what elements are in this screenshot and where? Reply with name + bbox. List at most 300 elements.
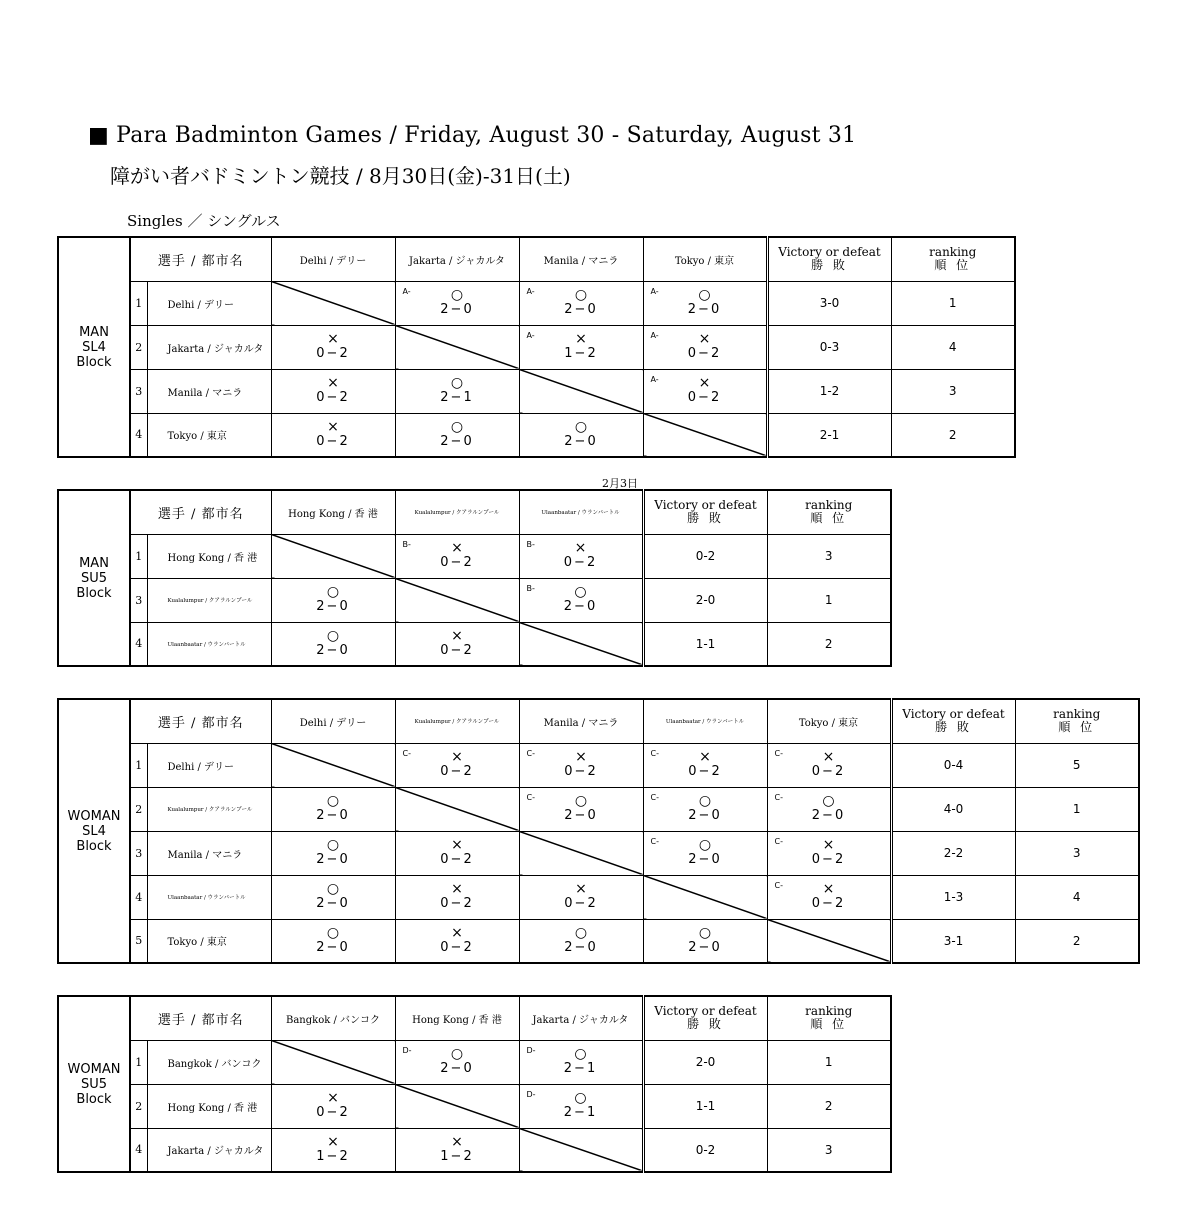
table-row xyxy=(58,743,1139,787)
table-row xyxy=(58,413,1015,457)
match-result xyxy=(395,1040,519,1084)
self-match-diagonal xyxy=(271,743,395,787)
win-loss-record: 0-4 xyxy=(891,743,1015,787)
player-name: Ulaanbaatar / ウランバートル xyxy=(147,622,271,666)
ranking-value: 3 xyxy=(1015,831,1139,875)
block-label-line: Block xyxy=(76,585,112,601)
ranking-value: 4 xyxy=(1015,875,1139,919)
match-result xyxy=(271,369,395,413)
self-match-diagonal xyxy=(519,369,643,413)
self-match-diagonal xyxy=(519,1128,643,1172)
loss-mark-icon: × xyxy=(451,881,463,897)
match-group-tag: C- xyxy=(774,836,783,846)
loss-mark-icon: × xyxy=(451,749,463,765)
ranking-header-en: ranking xyxy=(929,245,977,260)
match-group-tag: B- xyxy=(402,539,411,549)
victory-defeat-header xyxy=(643,996,767,1040)
win-mark-icon: ○ xyxy=(698,924,712,941)
match-group-tag: C- xyxy=(774,748,783,758)
ranking-value: 2 xyxy=(767,622,891,666)
player-name: Tokyo / 東京 xyxy=(147,919,271,963)
match-score: 2−0 xyxy=(564,808,598,823)
match-group-tag: A- xyxy=(650,330,659,340)
match-score: 2−0 xyxy=(811,808,846,823)
opponent-header: Bangkok / バンコク xyxy=(271,996,395,1040)
self-match-diagonal xyxy=(519,831,643,875)
results-table xyxy=(57,489,892,667)
win-mark-icon: ○ xyxy=(326,924,340,941)
match-score: 1−2 xyxy=(440,1148,474,1164)
match-result xyxy=(271,831,395,875)
match-score: 0−2 xyxy=(687,346,722,361)
block-label-line: MAN xyxy=(79,555,109,571)
loss-mark-icon: × xyxy=(451,540,463,556)
match-result xyxy=(519,534,643,578)
match-group-tag: A- xyxy=(526,330,535,340)
match-score: 0−2 xyxy=(440,896,474,911)
table-row xyxy=(58,622,891,666)
match-group-tag: C- xyxy=(526,748,535,758)
win-mark-icon: ○ xyxy=(326,881,340,897)
player-number: 3 xyxy=(130,369,147,413)
block-label xyxy=(58,699,130,963)
match-score: 2−0 xyxy=(316,599,350,614)
loss-mark-icon: × xyxy=(327,331,339,347)
win-loss-record: 3-1 xyxy=(891,919,1015,963)
block-man-sl4 xyxy=(57,236,1016,458)
ranking-header xyxy=(767,996,891,1040)
win-loss-record: 1-2 xyxy=(767,369,891,413)
match-score: 0−2 xyxy=(811,852,846,867)
match-result xyxy=(643,831,767,875)
victory-header-jp: 勝 敗 xyxy=(687,511,724,526)
match-score: 2−0 xyxy=(316,642,350,658)
block-woman-sl4 xyxy=(57,698,1140,964)
ranking-header-jp: 順 位 xyxy=(934,258,972,273)
match-result xyxy=(395,413,519,457)
match-result xyxy=(395,831,519,875)
loss-mark-icon: × xyxy=(451,837,463,853)
match-score: 2−0 xyxy=(440,302,474,317)
player-number: 2 xyxy=(130,787,147,831)
match-score: 0−2 xyxy=(564,896,598,911)
opponent-header: Kualalumpur / クアラルンプール xyxy=(395,490,519,534)
win-mark-icon: ○ xyxy=(326,793,340,809)
win-mark-icon: ○ xyxy=(574,1090,587,1106)
self-match-diagonal xyxy=(271,1040,395,1084)
opponent-header: Tokyo / 東京 xyxy=(767,699,891,743)
match-score: 2−1 xyxy=(563,1105,598,1120)
match-score: 2−0 xyxy=(564,939,598,955)
match-score: 0−2 xyxy=(316,390,350,405)
victory-defeat-header xyxy=(767,237,891,281)
match-group-tag: D- xyxy=(526,1045,536,1055)
match-score: 2−1 xyxy=(440,390,474,405)
win-mark-icon: ○ xyxy=(326,627,340,644)
table-row xyxy=(58,325,1015,369)
opponent-header: Manila / マニラ xyxy=(519,699,643,743)
win-loss-record: 2-2 xyxy=(891,831,1015,875)
match-score: 2−0 xyxy=(316,808,350,823)
victory-defeat-header xyxy=(643,490,767,534)
ranking-header-jp: 順 位 xyxy=(1058,720,1096,735)
ranking-value: 1 xyxy=(767,1040,891,1084)
loss-mark-icon: × xyxy=(822,881,835,897)
loss-mark-icon: × xyxy=(575,331,587,347)
victory-header-jp: 勝 敗 xyxy=(811,258,848,273)
opponent-header: Hong Kong / 香 港 xyxy=(271,490,395,534)
match-group-tag: C- xyxy=(774,792,783,802)
block-label xyxy=(58,490,130,666)
match-result xyxy=(767,787,891,831)
loss-mark-icon: × xyxy=(451,924,463,941)
match-score: 2−0 xyxy=(687,302,722,317)
match-result xyxy=(395,622,519,666)
match-result xyxy=(519,325,643,369)
player-number: 3 xyxy=(130,578,147,622)
player-name: Manila / マニラ xyxy=(147,831,271,875)
win-mark-icon: ○ xyxy=(574,1046,587,1062)
self-match-diagonal xyxy=(395,1084,519,1128)
player-city-header: 選手 / 都市名 xyxy=(130,699,271,743)
match-result xyxy=(519,413,643,457)
match-result xyxy=(271,875,395,919)
ranking-value: 1 xyxy=(1015,787,1139,831)
win-loss-record: 0-2 xyxy=(643,1128,767,1172)
win-mark-icon: ○ xyxy=(450,418,464,435)
match-group-tag: D- xyxy=(526,1089,536,1099)
ranking-value: 5 xyxy=(1015,743,1139,787)
match-group-tag: C- xyxy=(774,880,783,890)
self-match-diagonal xyxy=(643,875,767,919)
self-match-diagonal xyxy=(395,325,519,369)
table-row xyxy=(58,919,1139,963)
match-score: 0−2 xyxy=(440,939,474,955)
match-group-tag: C- xyxy=(650,792,659,802)
loss-mark-icon: × xyxy=(451,627,463,644)
loss-mark-icon: × xyxy=(699,749,711,765)
win-loss-record: 1-1 xyxy=(643,622,767,666)
match-result xyxy=(643,281,767,325)
match-result xyxy=(271,413,395,457)
match-score: 2−0 xyxy=(563,599,598,614)
player-number: 2 xyxy=(130,325,147,369)
opponent-header: Kualalumpur / クアラルンプール xyxy=(395,699,519,743)
match-group-tag: B- xyxy=(526,539,535,549)
match-score: 0−2 xyxy=(440,642,474,658)
table-row xyxy=(58,875,1139,919)
match-score: 1−2 xyxy=(316,1148,350,1164)
table-row xyxy=(58,1128,891,1172)
match-result xyxy=(395,281,519,325)
match-score: 0−2 xyxy=(440,764,474,779)
loss-mark-icon: × xyxy=(574,540,587,556)
results-table xyxy=(57,995,892,1173)
win-loss-record: 2-1 xyxy=(767,413,891,457)
table-row xyxy=(58,831,1139,875)
date-note: 2月3日 xyxy=(602,477,638,490)
loss-mark-icon: × xyxy=(822,837,835,853)
match-result xyxy=(519,743,643,787)
player-number: 1 xyxy=(130,1040,147,1084)
block-label-line: Block xyxy=(76,838,112,854)
match-result xyxy=(519,1084,643,1128)
match-result xyxy=(643,325,767,369)
block-label-line: MAN xyxy=(79,324,109,340)
victory-header-en: Victory or defeat xyxy=(902,707,1005,722)
opponent-header: Manila / マニラ xyxy=(519,237,643,281)
table-row xyxy=(58,578,891,622)
win-mark-icon: ○ xyxy=(574,584,587,600)
block-label-line: WOMAN xyxy=(67,1061,121,1077)
ranking-header-en: ranking xyxy=(805,1004,853,1019)
win-mark-icon: ○ xyxy=(574,418,588,435)
match-score: 0−2 xyxy=(811,896,846,911)
win-mark-icon: ○ xyxy=(326,837,340,853)
opponent-header: Jakarta / ジャカルタ xyxy=(519,996,643,1040)
player-name: Delhi / デリー xyxy=(147,281,271,325)
victory-header-en: Victory or defeat xyxy=(654,1004,757,1019)
player-number: 5 xyxy=(130,919,147,963)
player-city-header: 選手 / 都市名 xyxy=(130,996,271,1040)
match-result xyxy=(519,578,643,622)
self-match-diagonal xyxy=(271,534,395,578)
loss-mark-icon: × xyxy=(327,375,339,391)
ranking-value: 3 xyxy=(767,1128,891,1172)
match-score: 2−0 xyxy=(440,1061,474,1076)
player-name: Hong Kong / 香 港 xyxy=(147,1084,271,1128)
table-row xyxy=(58,1040,891,1084)
table-row xyxy=(58,534,891,578)
match-score: 2−0 xyxy=(316,852,350,867)
player-name: Bangkok / バンコク xyxy=(147,1040,271,1084)
match-result xyxy=(271,325,395,369)
table-row xyxy=(58,281,1015,325)
match-result xyxy=(395,534,519,578)
match-result xyxy=(519,875,643,919)
win-mark-icon: ○ xyxy=(698,837,712,853)
player-name: Manila / マニラ xyxy=(147,369,271,413)
victory-defeat-header xyxy=(891,699,1015,743)
loss-mark-icon: × xyxy=(698,331,711,347)
player-name: Hong Kong / 香 港 xyxy=(147,534,271,578)
match-result xyxy=(395,875,519,919)
page-title: ■ Para Badminton Games / Friday, August 30 - Saturday, August 31 xyxy=(88,123,857,148)
win-loss-record: 0-2 xyxy=(643,534,767,578)
ranking-header-jp: 順 位 xyxy=(810,1017,848,1032)
player-number: 4 xyxy=(130,1128,147,1172)
match-result xyxy=(643,743,767,787)
player-name: Kualalumpur / クアラルンプール xyxy=(147,578,271,622)
win-loss-record: 4-0 xyxy=(891,787,1015,831)
player-city-header: 選手 / 都市名 xyxy=(130,490,271,534)
match-score: 0−2 xyxy=(316,346,350,361)
match-score: 2−0 xyxy=(564,433,598,449)
block-label-line: Block xyxy=(76,354,112,370)
table-row xyxy=(58,787,1139,831)
match-score: 2−0 xyxy=(316,939,350,955)
match-result xyxy=(271,1084,395,1128)
results-table xyxy=(57,236,1016,458)
table-row xyxy=(58,1084,891,1128)
opponent-header: Hong Kong / 香 港 xyxy=(395,996,519,1040)
match-result xyxy=(271,787,395,831)
match-score: 0−2 xyxy=(440,555,474,570)
match-score: 0−2 xyxy=(687,390,722,405)
match-result xyxy=(395,369,519,413)
match-group-tag: A- xyxy=(526,286,535,296)
opponent-header: Delhi / デリー xyxy=(271,237,395,281)
match-score: 0−2 xyxy=(316,1105,350,1120)
opponent-header: Jakarta / ジャカルタ xyxy=(395,237,519,281)
loss-mark-icon: × xyxy=(327,1090,339,1106)
win-mark-icon: ○ xyxy=(822,793,835,809)
self-match-diagonal xyxy=(271,281,395,325)
loss-mark-icon: × xyxy=(451,1133,463,1150)
win-mark-icon: ○ xyxy=(574,924,588,941)
opponent-header: Delhi / デリー xyxy=(271,699,395,743)
match-result xyxy=(519,919,643,963)
self-match-diagonal xyxy=(395,578,519,622)
match-result xyxy=(271,578,395,622)
match-result xyxy=(395,1128,519,1172)
match-score: 0−2 xyxy=(316,433,350,449)
self-match-diagonal xyxy=(395,787,519,831)
block-label xyxy=(58,237,130,457)
match-group-tag: C- xyxy=(402,748,411,758)
win-mark-icon: ○ xyxy=(450,375,464,391)
win-loss-record: 2-0 xyxy=(643,1040,767,1084)
match-result xyxy=(767,831,891,875)
self-match-diagonal xyxy=(519,622,643,666)
block-label-line: Block xyxy=(76,1091,112,1107)
player-city-header: 選手 / 都市名 xyxy=(130,237,271,281)
self-match-diagonal xyxy=(767,919,891,963)
ranking-value: 1 xyxy=(891,281,1015,325)
match-result xyxy=(767,743,891,787)
match-result xyxy=(271,622,395,666)
victory-header-en: Victory or defeat xyxy=(778,245,881,260)
page-title-japanese: 障がい者バドミントン競技 / 8月30日(金)-31日(土) xyxy=(110,164,571,188)
match-score: 1−2 xyxy=(564,346,598,361)
block-label-line: SL4 xyxy=(82,823,106,839)
match-score: 0−2 xyxy=(440,852,474,867)
victory-header-en: Victory or defeat xyxy=(654,498,757,513)
ranking-header-en: ranking xyxy=(1053,707,1101,722)
block-label-line: SU5 xyxy=(80,570,108,586)
match-result xyxy=(643,919,767,963)
win-loss-record: 0-3 xyxy=(767,325,891,369)
ranking-value: 3 xyxy=(891,369,1015,413)
player-number: 4 xyxy=(130,875,147,919)
section-subtitle: Singles ／ シングルス xyxy=(127,212,281,230)
ranking-value: 3 xyxy=(767,534,891,578)
block-label-line: SL4 xyxy=(82,339,106,355)
player-name: Kualalumpur / クアラルンプール xyxy=(147,787,271,831)
win-mark-icon: ○ xyxy=(698,287,711,303)
loss-mark-icon: × xyxy=(822,749,835,765)
win-loss-record: 2-0 xyxy=(643,578,767,622)
match-result xyxy=(767,875,891,919)
match-group-tag: C- xyxy=(650,748,659,758)
win-loss-record: 3-0 xyxy=(767,281,891,325)
block-label-line: WOMAN xyxy=(67,808,121,824)
match-group-tag: C- xyxy=(526,792,535,802)
match-score: 0−2 xyxy=(811,764,846,779)
self-match-diagonal xyxy=(643,413,767,457)
victory-header-jp: 勝 敗 xyxy=(935,720,972,735)
ranking-value: 4 xyxy=(891,325,1015,369)
ranking-value: 2 xyxy=(767,1084,891,1128)
results-table xyxy=(57,698,1140,964)
match-result xyxy=(519,1040,643,1084)
match-result xyxy=(271,919,395,963)
win-loss-record: 1-1 xyxy=(643,1084,767,1128)
player-number: 4 xyxy=(130,413,147,457)
player-name: Jakarta / ジャカルタ xyxy=(147,325,271,369)
match-score: 2−0 xyxy=(564,302,598,317)
match-score: 0−2 xyxy=(688,764,722,779)
match-result xyxy=(643,787,767,831)
match-result xyxy=(271,1128,395,1172)
block-woman-su5 xyxy=(57,995,892,1173)
match-score: 0−2 xyxy=(563,555,598,570)
block-label xyxy=(58,996,130,1172)
match-score: 2−0 xyxy=(688,808,722,823)
player-name: Jakarta / ジャカルタ xyxy=(147,1128,271,1172)
match-score: 2−0 xyxy=(440,433,474,449)
match-group-tag: A- xyxy=(650,286,659,296)
match-score: 0−2 xyxy=(564,764,598,779)
table-row xyxy=(58,369,1015,413)
win-mark-icon: ○ xyxy=(698,793,712,809)
ranking-value: 1 xyxy=(767,578,891,622)
match-group-tag: A- xyxy=(402,286,411,296)
player-number: 2 xyxy=(130,1084,147,1128)
win-loss-record: 1-3 xyxy=(891,875,1015,919)
win-mark-icon: ○ xyxy=(326,584,340,600)
match-result xyxy=(643,369,767,413)
player-number: 1 xyxy=(130,281,147,325)
match-group-tag: C- xyxy=(650,836,659,846)
match-score: 2−0 xyxy=(688,852,722,867)
match-score: 2−1 xyxy=(563,1061,598,1076)
player-number: 4 xyxy=(130,622,147,666)
loss-mark-icon: × xyxy=(327,418,339,435)
ranking-header xyxy=(1015,699,1139,743)
match-result xyxy=(395,919,519,963)
match-score: 2−0 xyxy=(688,939,722,955)
match-result xyxy=(519,787,643,831)
ranking-header xyxy=(891,237,1015,281)
match-group-tag: A- xyxy=(650,374,659,384)
player-name: Ulaanbaatar / ウランバートル xyxy=(147,875,271,919)
win-mark-icon: ○ xyxy=(574,793,588,809)
match-result xyxy=(519,281,643,325)
opponent-header: Ulaanbaatar / ウランバートル xyxy=(643,699,767,743)
ranking-header-jp: 順 位 xyxy=(810,511,848,526)
victory-header-jp: 勝 敗 xyxy=(687,1017,724,1032)
loss-mark-icon: × xyxy=(575,749,587,765)
ranking-value: 2 xyxy=(891,413,1015,457)
match-group-tag: D- xyxy=(402,1045,412,1055)
player-number: 1 xyxy=(130,743,147,787)
win-mark-icon: ○ xyxy=(574,287,588,303)
player-number: 3 xyxy=(130,831,147,875)
opponent-header: Ulaanbaatar / ウランバートル xyxy=(519,490,643,534)
loss-mark-icon: × xyxy=(575,881,587,897)
opponent-header: Tokyo / 東京 xyxy=(643,237,767,281)
